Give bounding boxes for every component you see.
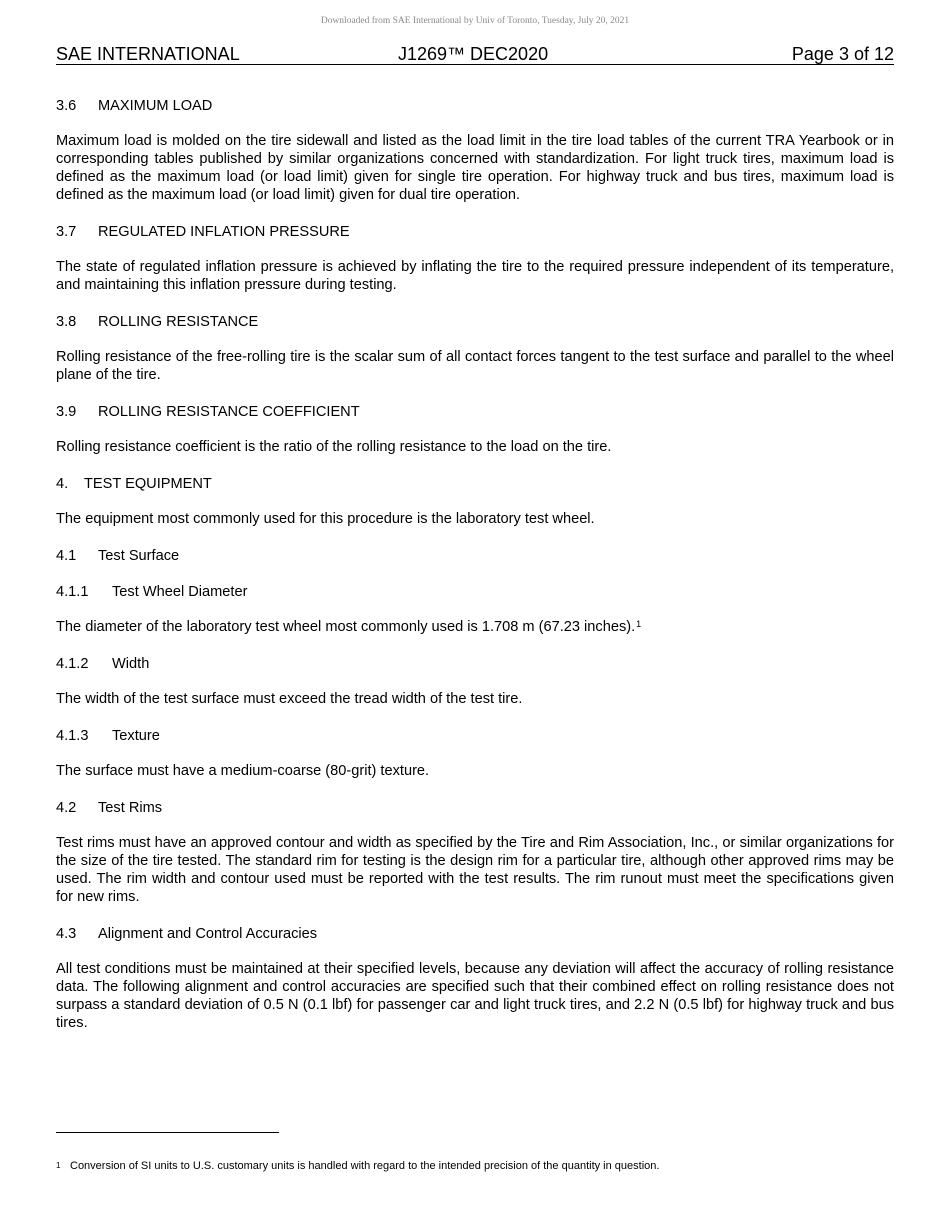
paragraph-wheel-diameter bbox=[56, 618, 894, 636]
section-heading-4-1-2 bbox=[56, 654, 894, 674]
section-title: Width bbox=[112, 656, 150, 672]
section-title: TEST EQUIPMENT bbox=[84, 476, 212, 492]
footnote-text: Conversion of SI units to U.S. customary units is handled with regard to the intended precision of the quantity in question. bbox=[70, 1160, 660, 1172]
section-number: 3.9 bbox=[56, 404, 77, 420]
footnote-reference: 1 bbox=[636, 619, 642, 629]
page-header bbox=[56, 44, 894, 65]
paragraph-alignment: All test conditions must be maintained at their specified levels, because any deviation will affect the accuracy of rolling resistance data. The following alignment and control accuracies are specified such that their combined effect on rolling resistance does not surpass a standard deviation of 0.5 N (0.1 lbf) for passenger car and light truck tires, and 2.2 N (0.5 lbf) for highway truck and bus tires. bbox=[56, 961, 894, 1031]
paragraph-test-equipment: The equipment most commonly used for this procedure is the laboratory test wheel. bbox=[56, 511, 595, 527]
header-page-number: Page 3 of 12 bbox=[791, 44, 894, 64]
paragraph-inflation-pressure: The state of regulated inflation pressure is achieved by inflating the tire to the required pressure independent of its temperature, and maintaining this inflation pressure during testing. bbox=[56, 259, 894, 293]
section-title: Texture bbox=[112, 728, 160, 744]
section-number: 4.1.3 bbox=[56, 728, 89, 744]
footnote-separator bbox=[56, 1132, 279, 1133]
section-title: ROLLING RESISTANCE COEFFICIENT bbox=[98, 404, 360, 420]
paragraph-width: The width of the test surface must exceed the tread width of the test tire. bbox=[56, 691, 523, 707]
paragraph-texture: The surface must have a medium-coarse (80-grit) texture. bbox=[56, 763, 430, 779]
section-number: 4.2 bbox=[56, 800, 77, 816]
section-number: 4.1.2 bbox=[56, 656, 89, 672]
section-title: REGULATED INFLATION PRESSURE bbox=[98, 224, 350, 240]
section-heading-3-9 bbox=[56, 402, 894, 422]
paragraph-test-rims: Test rims must have an approved contour and width as specified by the Tire and Rim Association, Inc., or similar organizations for the size of the tire tested. The standard rim for testing is the design rim for a particular tire, although other approved rims may be used. The rim width and contour used must be reported with the test results. The rim runout must meet the specifications given for new rims. bbox=[56, 835, 894, 905]
header-organization: SAE INTERNATIONAL bbox=[56, 44, 240, 64]
section-heading-3-6 bbox=[56, 96, 894, 116]
paragraph-rolling-resistance: Rolling resistance of the free-rolling tire is the scalar sum of all contact forces tangent to the test surface and parallel to the wheel plane of the tire. bbox=[56, 349, 894, 383]
section-heading-4-1-3 bbox=[56, 726, 894, 746]
paragraph-maximum-load: Maximum load is molded on the tire sidewall and listed as the load limit in the tire load tables of the current TRA Yearbook or in corresponding tables published by similar organizations concerned with standardization. For light truck tires, maximum load is defined as the maximum load (or load limit) given for single tire operation. For highway truck and bus tires, maximum load is defined as the maximum load (or load limit) given for dual tire operation. bbox=[56, 133, 894, 203]
section-heading-3-7 bbox=[56, 222, 894, 242]
section-heading-4-1-1 bbox=[56, 582, 894, 602]
section-number: 4. bbox=[56, 476, 69, 492]
paragraph-rr-coefficient: Rolling resistance coefficient is the ratio of the rolling resistance to the load on the tire. bbox=[56, 439, 612, 455]
section-number: 4.1 bbox=[56, 548, 77, 564]
paragraph-text: The diameter of the laboratory test wheel most commonly used is 1.708 m (67.23 inches). bbox=[56, 619, 636, 635]
footnote-mark: 1 bbox=[56, 1161, 61, 1170]
page-body bbox=[56, 96, 894, 1032]
section-title: Alignment and Control Accuracies bbox=[98, 926, 318, 942]
section-title: MAXIMUM LOAD bbox=[98, 98, 213, 114]
footnote bbox=[56, 1159, 894, 1173]
section-title: ROLLING RESISTANCE bbox=[98, 314, 259, 330]
header-document-id: J1269™ DEC2020 bbox=[398, 44, 549, 64]
section-heading-4 bbox=[56, 474, 894, 494]
section-number: 3.8 bbox=[56, 314, 77, 330]
section-title: Test Wheel Diameter bbox=[112, 584, 248, 600]
section-title: Test Rims bbox=[98, 800, 163, 816]
section-number: 4.1.1 bbox=[56, 584, 89, 600]
download-watermark: Downloaded from SAE International by Univ of Toronto, Tuesday, July 20, 2021 bbox=[320, 16, 630, 26]
section-number: 3.6 bbox=[56, 98, 77, 114]
section-number: 4.3 bbox=[56, 926, 77, 942]
section-heading-3-8 bbox=[56, 312, 894, 332]
section-heading-4-2 bbox=[56, 798, 894, 818]
section-heading-4-1 bbox=[56, 546, 894, 566]
section-title: Test Surface bbox=[98, 548, 180, 564]
section-number: 3.7 bbox=[56, 224, 77, 240]
section-heading-4-3 bbox=[56, 924, 894, 944]
